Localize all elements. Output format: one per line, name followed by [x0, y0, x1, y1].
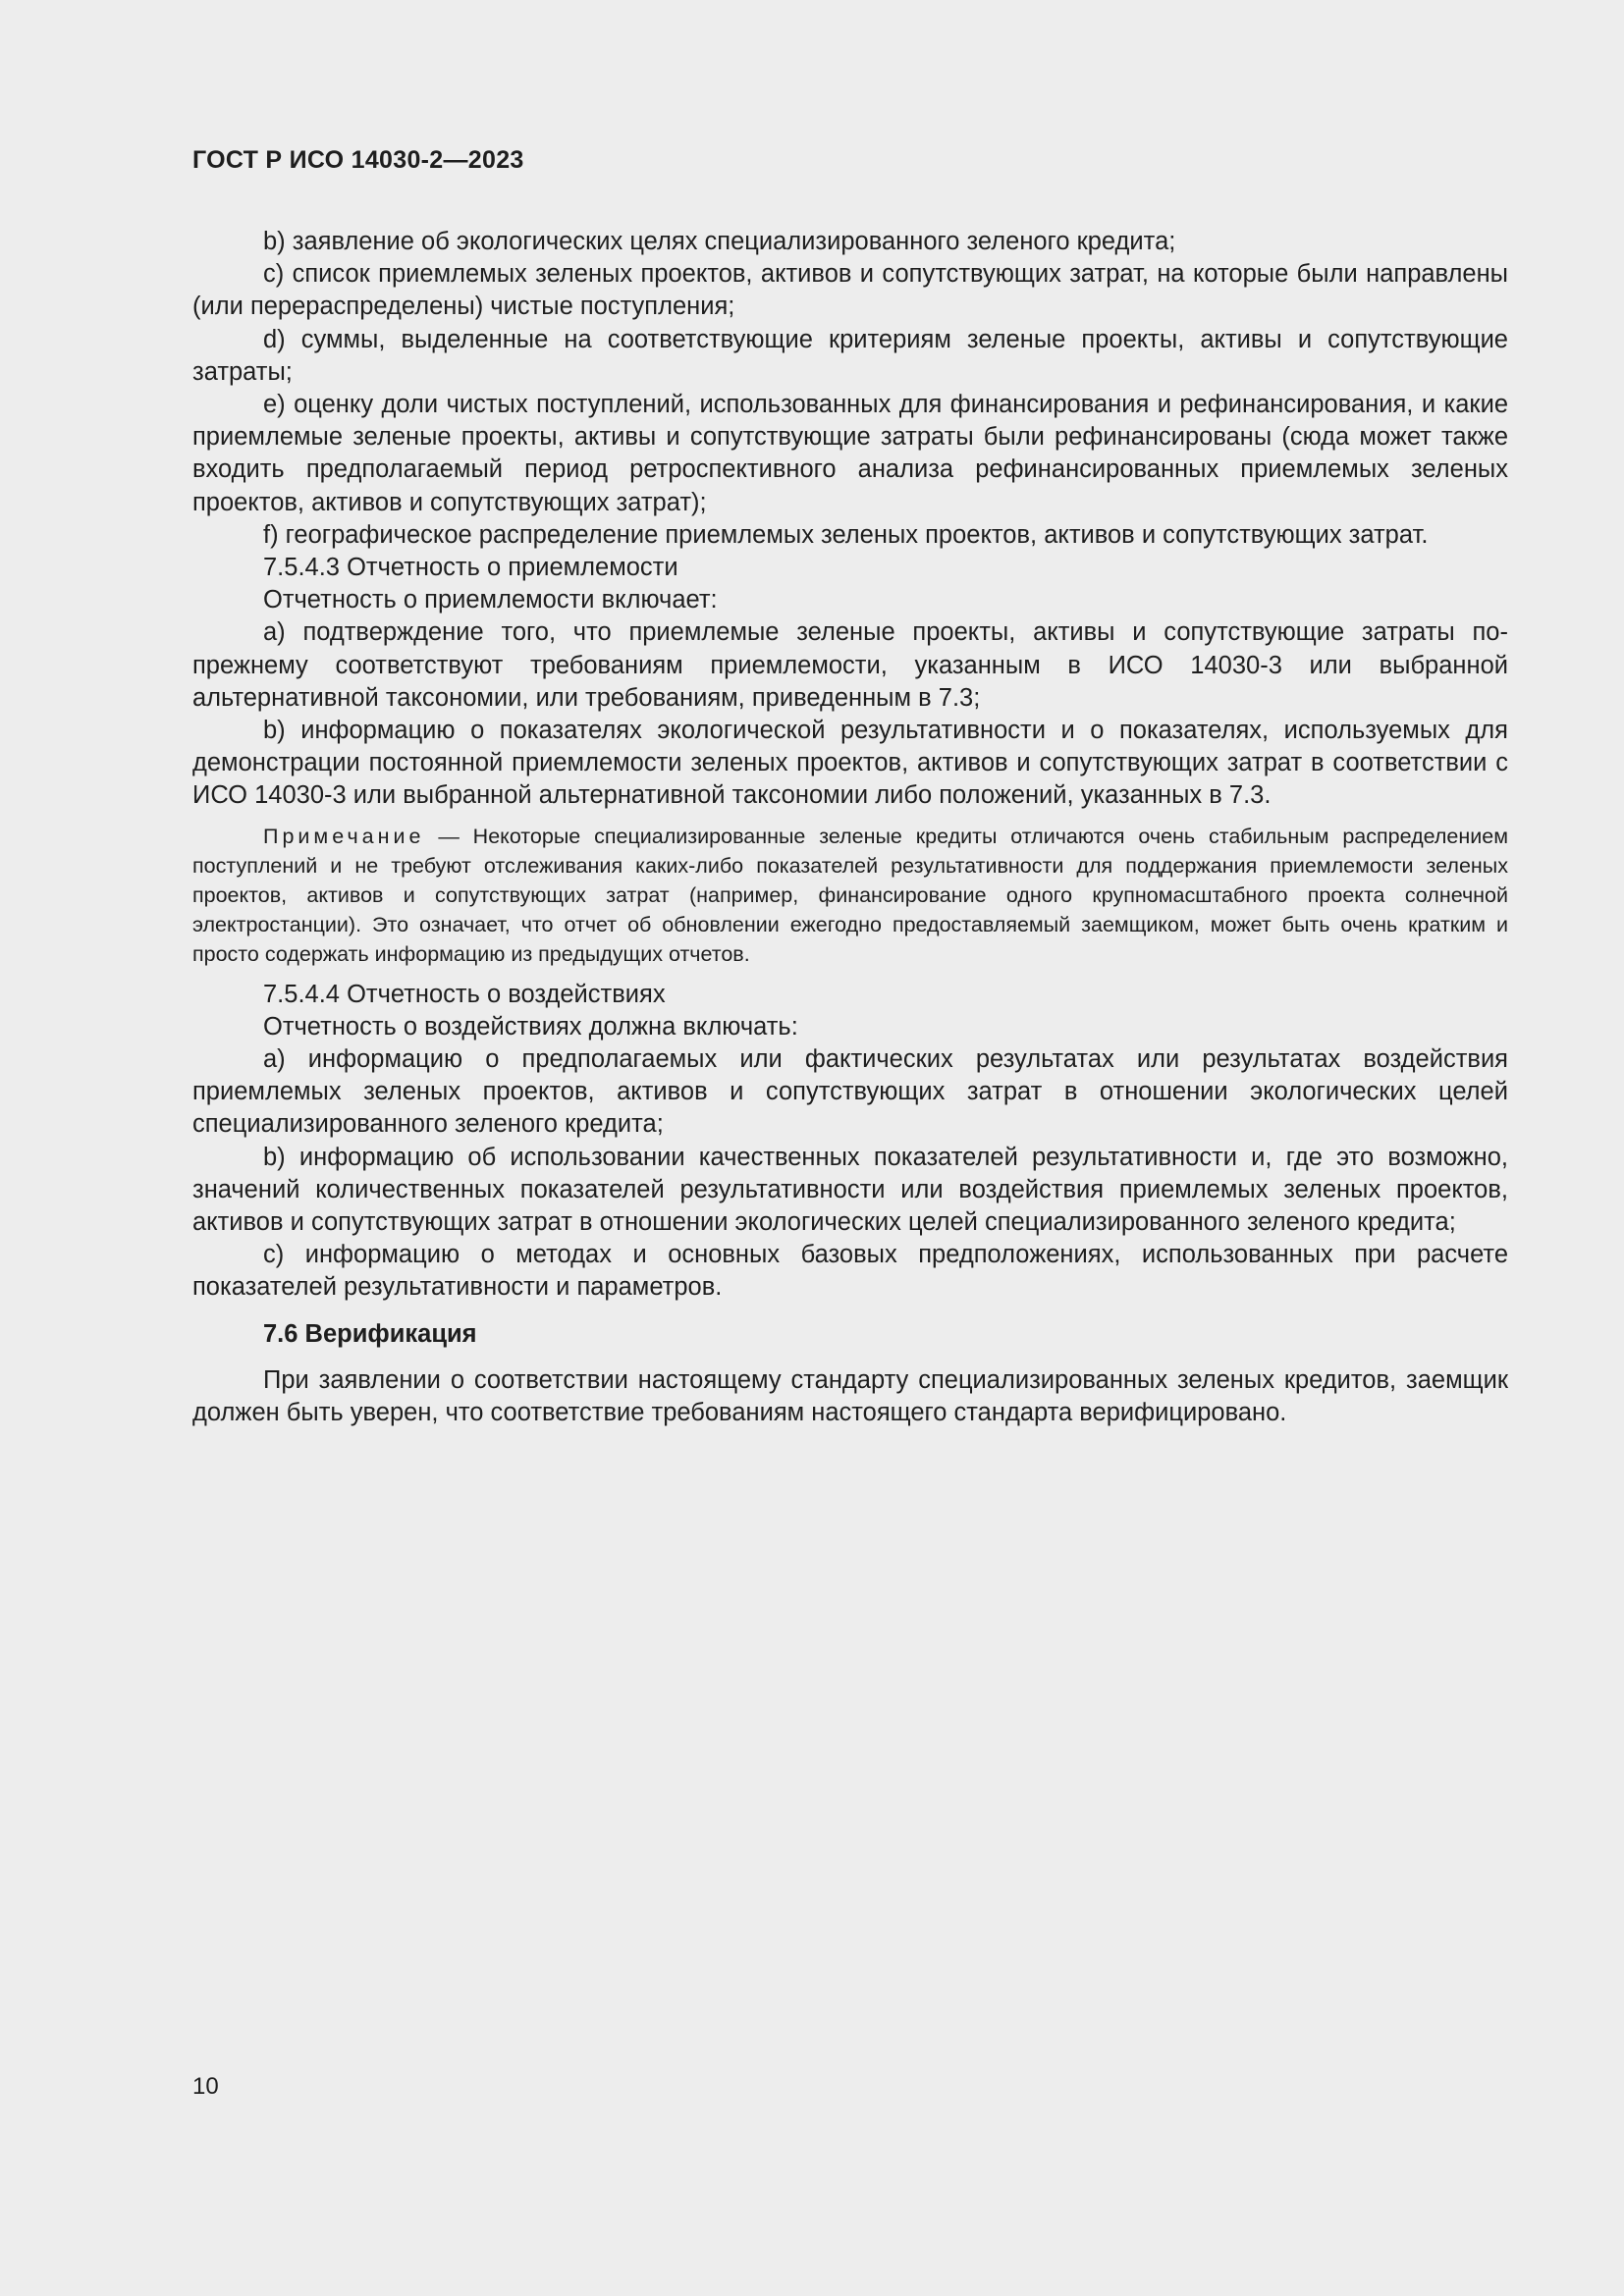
subsection-heading-impact: 7.5.4.4 Отчетность о воздействиях: [263, 980, 666, 1008]
document-body: [192, 226, 1508, 1429]
document-header: ГОСТ Р ИСО 14030-2—2023: [192, 146, 524, 174]
impact-item-a: a) информацию о предполагаемых или фактических результатах или результатах воздействия приемлемых зеленых проектов, активов и сопутствующих затрат в отношении экологических целей специализированного зеленого кредита;: [192, 1045, 1508, 1139]
impact-intro: Отчетность о воздействиях должна включать:: [263, 1012, 798, 1041]
page-number: 10: [192, 2073, 219, 2100]
section-heading-verification: 7.6 Верификация: [263, 1319, 477, 1348]
note-label: Примечание: [263, 824, 425, 848]
impact-item-c: c) информацию о методах и основных базовых предположениях, использованных при расчете показателей результативности и параметров.: [192, 1241, 1508, 1302]
list-item-e-share: e) оценку доли чистых поступлений, использованных для финансирования и рефинансирования, и какие приемлемые зеленые проекты, активы и сопутствующие затраты были рефинансированы (сюда может также входить предполагаемый период ретроспективного анализа рефинансированных приемлемых зеленых проектов, активов и сопутствующих затрат);: [192, 391, 1508, 516]
list-item-d-amounts: d) суммы, выделенные на соответствующие критериям зеленые проекты, активы и сопутствующие затраты;: [192, 325, 1508, 386]
list-item-b-goals: b) заявление об экологических целях специализированного зеленого кредита;: [263, 228, 1176, 255]
eligibility-item-b: b) информацию о показателях экологической результативности и о показателях, используемых для демонстрации постоянной приемлемости зеленых проектов, активов и сопутствующих затрат в соответствии с ИСО 14030-3 или выбранной альтернативной таксономии либо положений, указанных в 7.3.: [192, 717, 1508, 810]
document-page: [192, 0, 1508, 2296]
subsection-heading-eligibility: 7.5.4.3 Отчетность о приемлемости: [263, 554, 678, 582]
impact-item-b: b) информацию об использовании качественных показателей результативности и, где это возможно, значений количественных показателей результативности или воздействия приемлемых зеленых проектов, активов и сопутствующих затрат в отношении экологических целей специализированного зеленого кредита;: [192, 1143, 1508, 1237]
verification-text: При заявлении о соответствии настоящему стандарту специализированных зеленых кредитов, заемщик должен быть уверен, что соответствие требованиям настоящего стандарта верифицировано.: [192, 1365, 1508, 1427]
eligibility-item-a: a) подтверждение того, что приемлемые зеленые проекты, активы и сопутствующие затраты по-прежнему соответствуют требованиям приемлемости, указанным в ИСО 14030-3 или выбранной альтернативной таксономии, или требованиям, приведенным в 7.3;: [192, 618, 1508, 712]
list-item-f-geography: f) географическое распределение приемлемых зеленых проектов, активов и сопутствующих затрат.: [263, 520, 1429, 549]
eligibility-intro: Отчетность о приемлемости включает:: [263, 586, 718, 614]
note-block: [192, 822, 1508, 969]
list-item-c-projects: c) список приемлемых зеленых проектов, активов и сопутствующих затрат, на которые были направлены (или перераспределены) чистые поступления;: [192, 260, 1508, 321]
note-text: — Некоторые специализированные зеленые кредиты отличаются очень стабильным распределением поступлений и не требуют отслеживания каких-либо показателей результативности для поддержания приемлемости зеленых проектов, активов и сопутствующих затрат (например, финансирование одного крупномасштабного проекта солнечной электростанции). Это означает, что отчет об обновлении ежегодно предоставляемый заемщиком, может быть очень кратким и просто содержать информацию из предыдущих отчетов.: [192, 824, 1508, 966]
